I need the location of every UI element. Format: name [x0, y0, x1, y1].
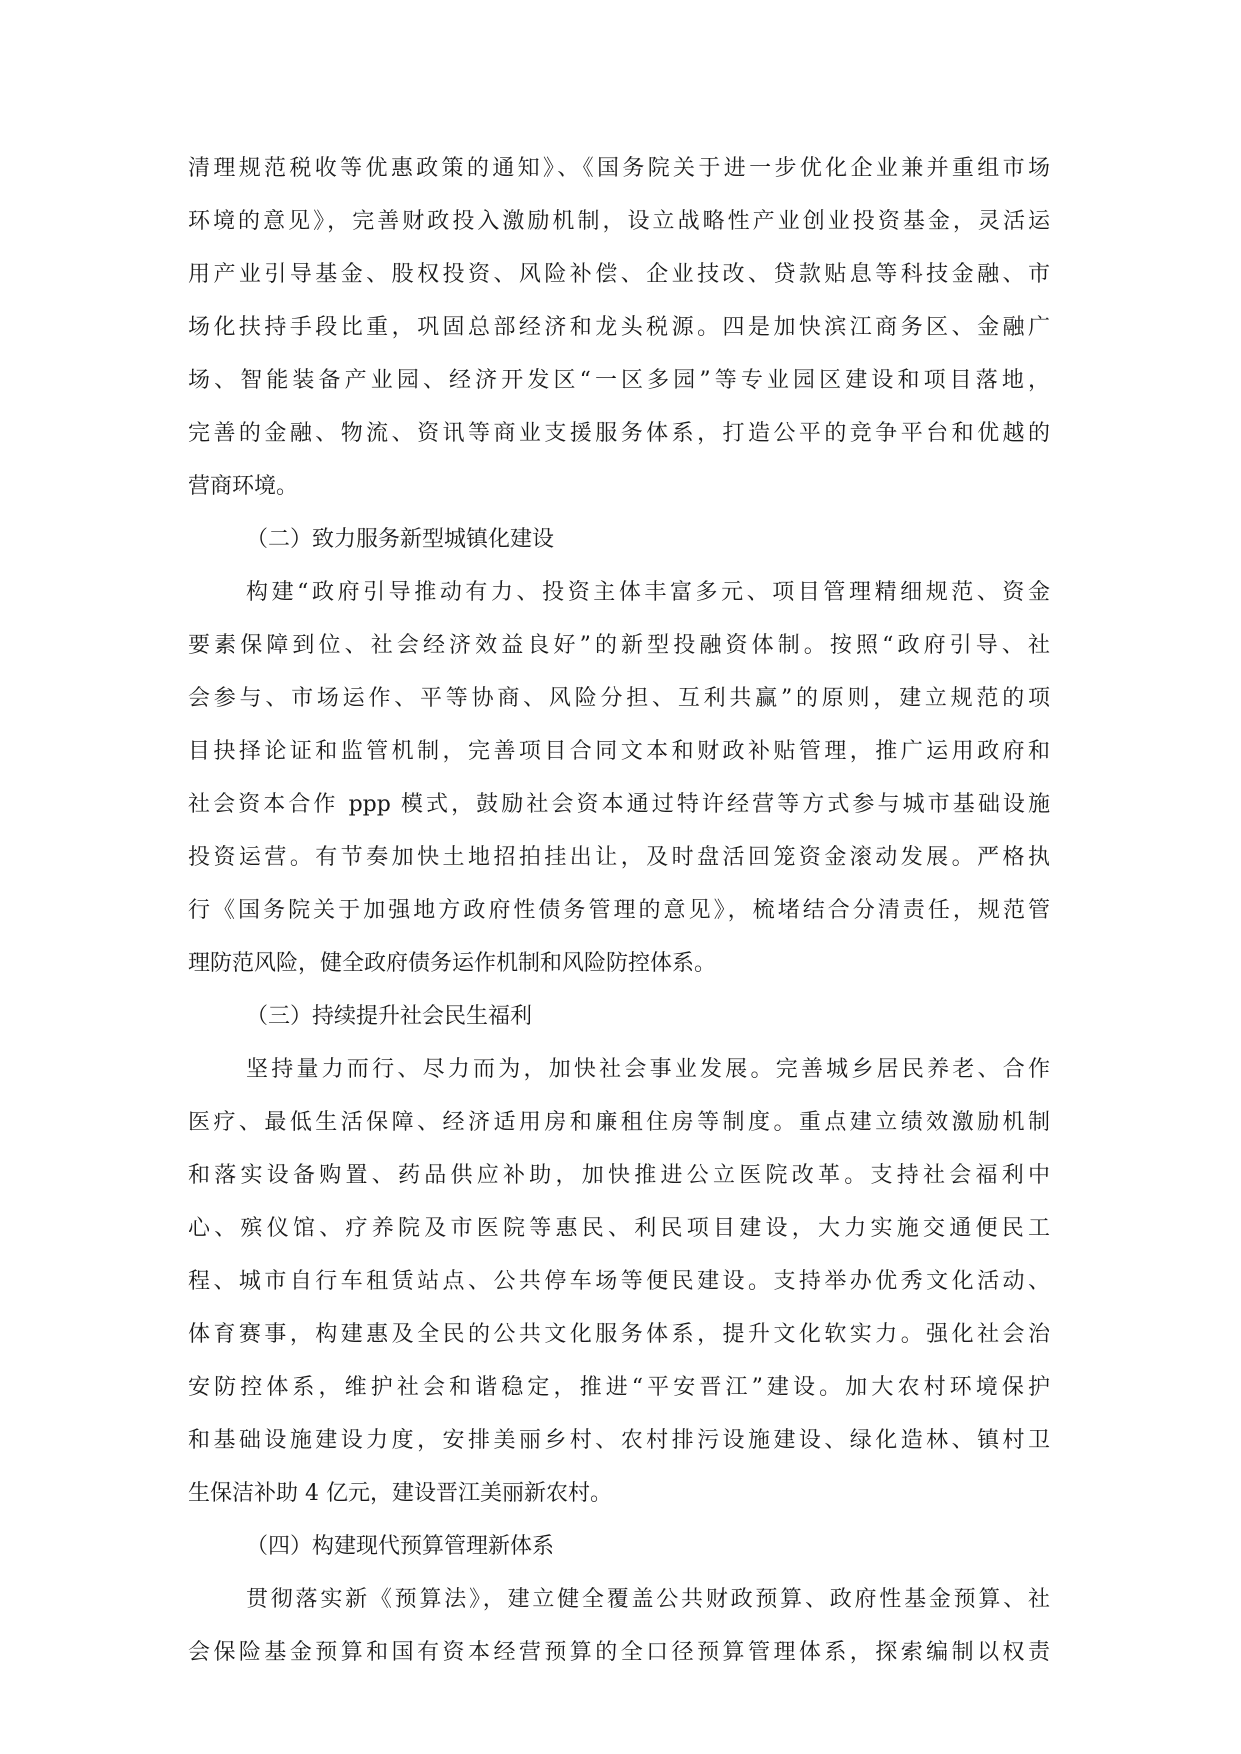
- document-body: [188, 142, 1050, 1679]
- body-line: 构建“政府引导推动有力、投资主体丰富多元、项目管理精细规范、资金: [246, 580, 1050, 605]
- body-line: 场化扶持手段比重，巩固总部经济和龙头税源。四是加快滨江商务区、金融广: [188, 315, 1050, 340]
- body-line: 清理规范税收等优惠政策的通知》、《国务院关于进一步优化企业兼并重组市场: [188, 156, 1050, 181]
- body-line: 完善的金融、物流、资讯等商业支援服务体系，打造公平的竞争平台和优越的: [188, 421, 1050, 446]
- body-line: 社会资本合作 ppp 模式，鼓励社会资本通过特许经营等方式参与城市基础设施: [188, 792, 1050, 817]
- body-line: 程、城市自行车租赁站点、公共停车场等便民建设。支持举办优秀文化活动、: [188, 1269, 1050, 1294]
- body-line: 营商环境。: [188, 474, 299, 499]
- body-line: 会保险基金预算和国有资本经营预算的全口径预算管理体系，探索编制以权责: [188, 1640, 1050, 1665]
- body-line: 行《国务院关于加强地方政府性债务管理的意见》，梳堵结合分清责任，规范管: [188, 898, 1050, 923]
- body-line: 体育赛事，构建惠及全民的公共文化服务体系，提升文化软实力。强化社会治: [188, 1322, 1050, 1347]
- body-line: 要素保障到位、社会经济效益良好”的新型投融资体制。按照“政府引导、社: [188, 633, 1050, 658]
- body-line: 用产业引导基金、股权投资、风险补偿、企业技改、贷款贴息等科技金融、市: [188, 262, 1050, 287]
- body-line: 投资运营。有节奏加快土地招拍挂出让，及时盘活回笼资金滚动发展。严格执: [188, 845, 1050, 870]
- body-line: 生保洁补助 4 亿元，建设晋江美丽新农村。: [188, 1481, 612, 1506]
- body-line: 目抉择论证和监管机制，完善项目合同文本和财政补贴管理，推广运用政府和: [188, 739, 1050, 764]
- body-line: 场、智能装备产业园、经济开发区“一区多园”等专业园区建设和项目落地，: [188, 368, 1050, 393]
- section-heading: （四）构建现代预算管理新体系: [246, 1534, 555, 1559]
- body-line: 医疗、最低生活保障、经济适用房和廉租住房等制度。重点建立绩效激励机制: [188, 1110, 1050, 1135]
- body-line: 和落实设备购置、药品供应补助，加快推进公立医院改革。支持社会福利中: [188, 1163, 1050, 1188]
- body-line: 坚持量力而行、尽力而为，加快社会事业发展。完善城乡居民养老、合作: [246, 1057, 1050, 1082]
- body-line: 和基础设施建设力度，安排美丽乡村、农村排污设施建设、绿化造林、镇村卫: [188, 1428, 1050, 1453]
- body-line: 理防范风险，健全政府债务运作机制和风险防控体系。: [188, 951, 717, 976]
- body-line: 心、殡仪馆、疗养院及市医院等惠民、利民项目建设，大力实施交通便民工: [188, 1216, 1050, 1241]
- body-line: 安防控体系，维护社会和谐稳定，推进“平安晋江”建设。加大农村环境保护: [188, 1375, 1050, 1400]
- section-heading: （二）致力服务新型城镇化建设: [246, 527, 555, 552]
- body-line: 贯彻落实新《预算法》，建立健全覆盖公共财政预算、政府性基金预算、社: [246, 1587, 1050, 1612]
- section-heading: （三）持续提升社会民生福利: [246, 1004, 533, 1029]
- body-line: 环境的意见》，完善财政投入激励机制，设立战略性产业创业投资基金，灵活运: [188, 209, 1050, 234]
- body-line: 会参与、市场运作、平等协商、风险分担、互利共赢”的原则，建立规范的项: [188, 686, 1050, 711]
